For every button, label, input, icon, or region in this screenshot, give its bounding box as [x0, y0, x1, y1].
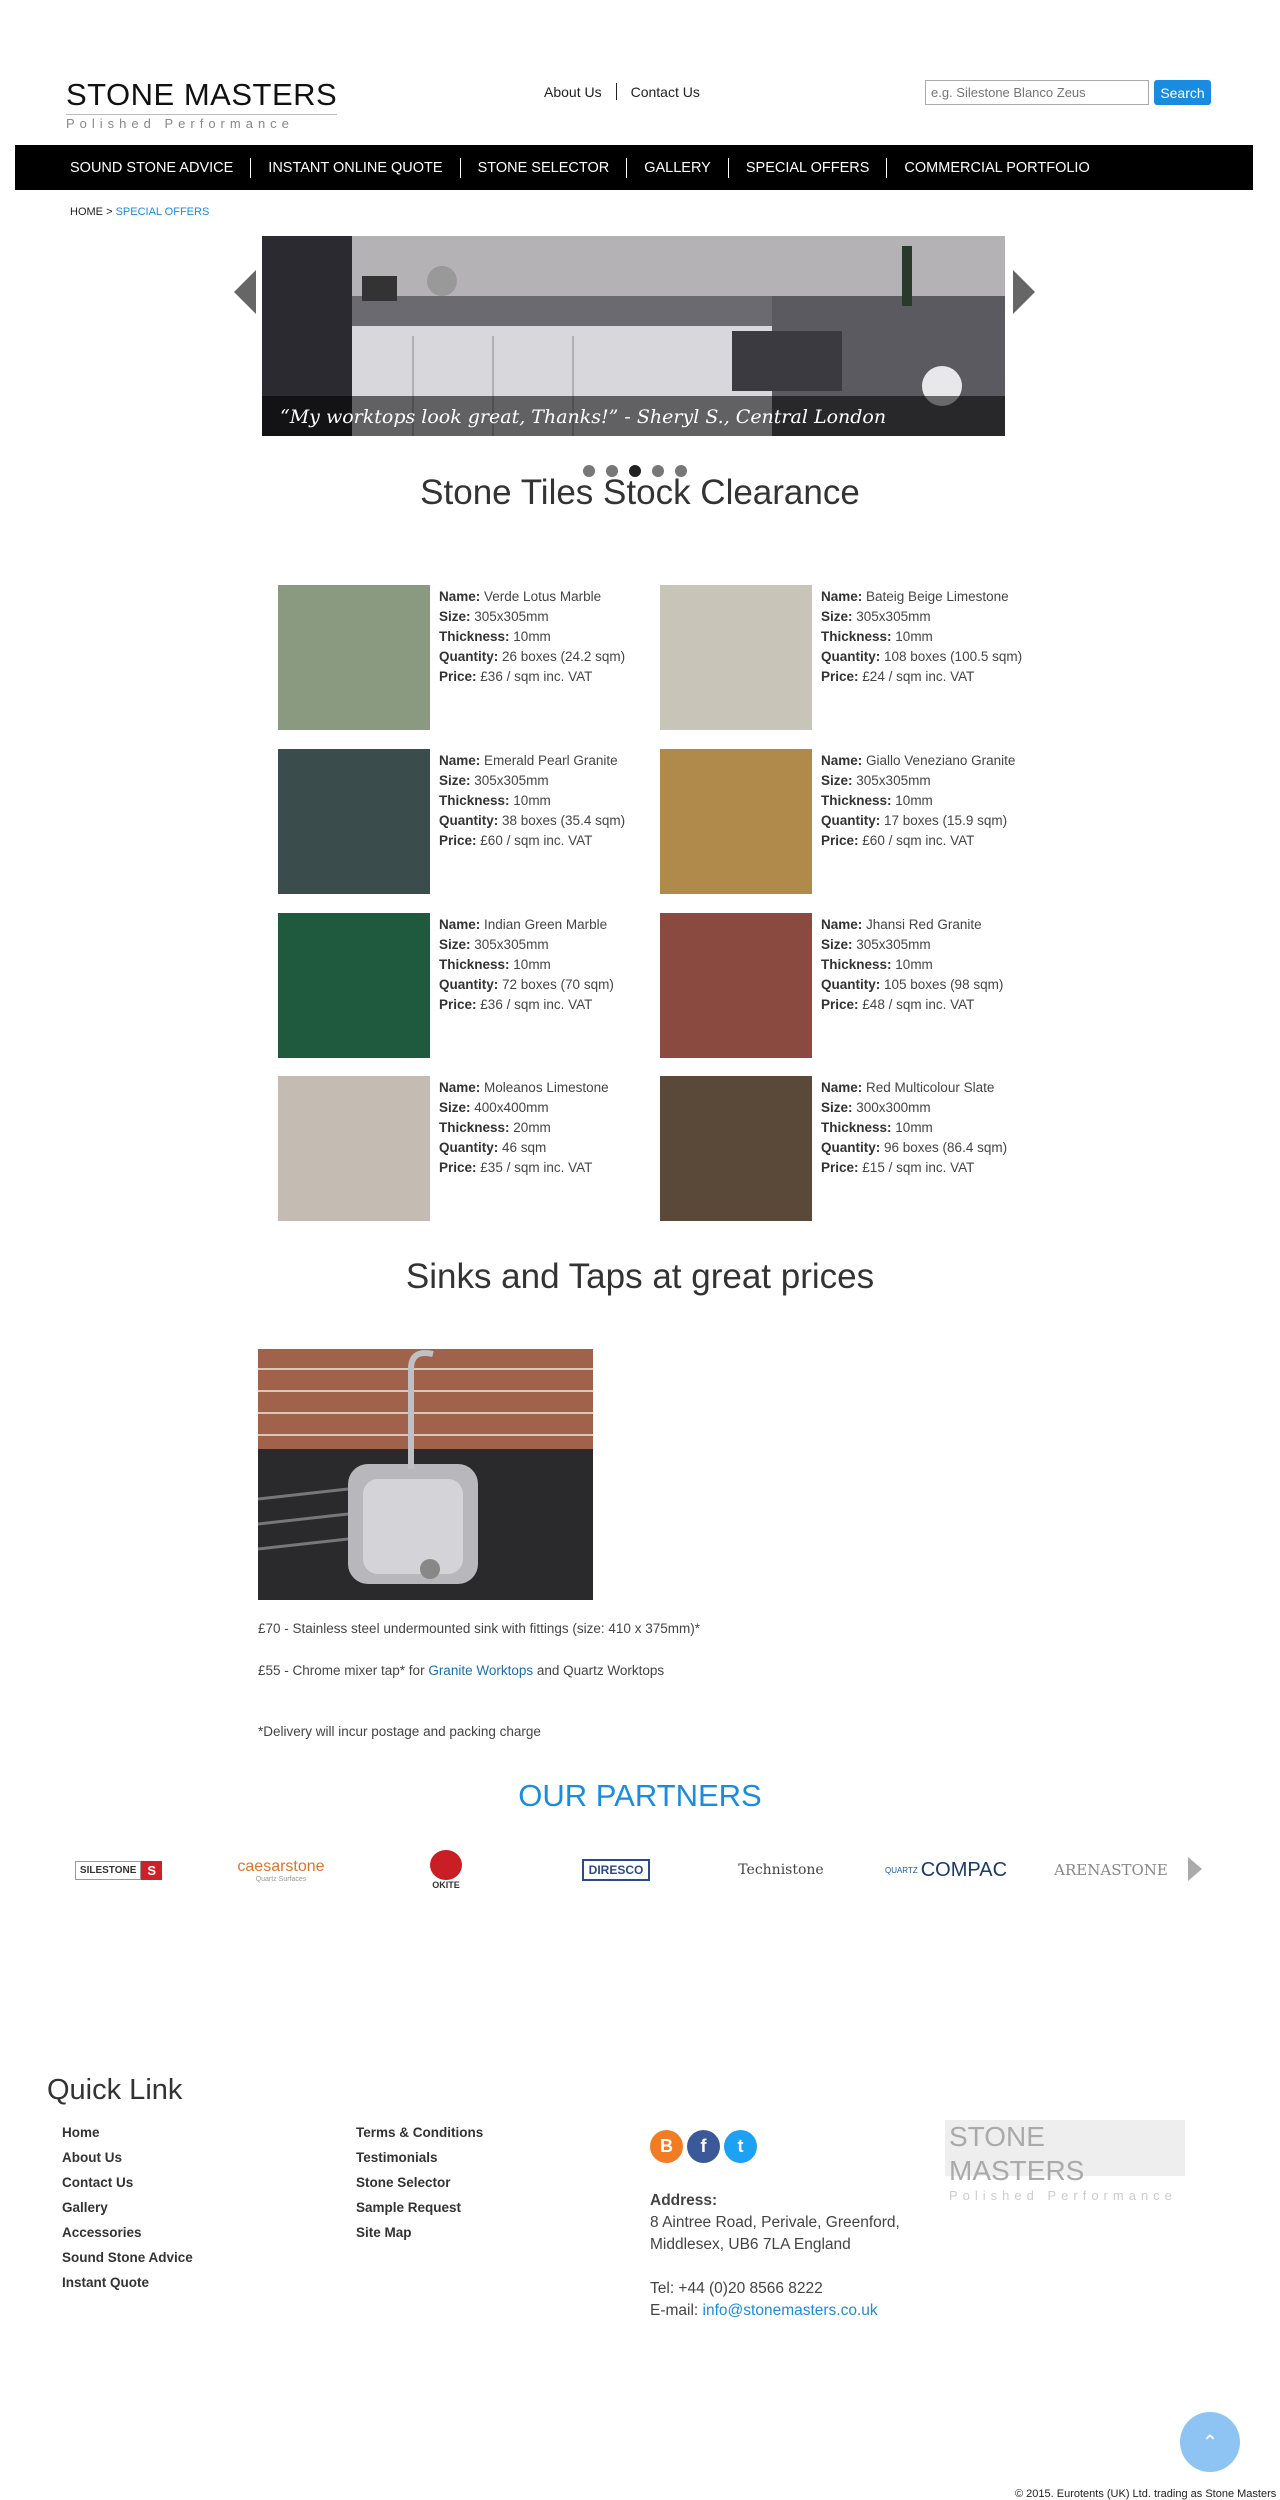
product-name: Bateig Beige Limestone — [866, 589, 1009, 604]
delivery-note: *Delivery will incur postage and packing charge — [258, 1724, 541, 1739]
about-us-link[interactable]: About Us — [544, 83, 602, 100]
product-quantity: 108 boxes (100.5 sqm) — [884, 649, 1023, 664]
nav-stone-selector[interactable]: STONE SELECTOR — [461, 158, 628, 178]
product-name: Verde Lotus Marble — [484, 589, 602, 604]
partner-okite[interactable]: OKITE — [421, 1850, 471, 1890]
product-size: 305x305mm — [474, 937, 549, 952]
product-info: Name: Jhansi Red Granite Size: 305x305mm Thickness: 10mm Quantity: 105 boxes (98 sqm) Price: £48 / sqm inc. VAT — [821, 917, 1004, 1012]
slider-next-icon[interactable] — [1013, 270, 1035, 314]
okite-logo-icon — [430, 1850, 462, 1880]
partner-compac[interactable]: QUARTZ COMPAC — [884, 1858, 1008, 1881]
footer-link-home[interactable]: Home — [62, 2125, 100, 2140]
product-card — [278, 585, 648, 730]
product-price: £24 / sqm inc. VAT — [862, 669, 975, 684]
search-input[interactable] — [925, 80, 1149, 105]
partners-carousel — [66, 1850, 1216, 1900]
product-thickness: 10mm — [895, 629, 933, 644]
product-quantity: 105 boxes (98 sqm) — [884, 977, 1004, 992]
quick-link-heading: Quick Link — [47, 2074, 183, 2106]
footer-link-stone-selector[interactable]: Stone Selector — [356, 2175, 451, 2190]
product-quantity: 96 boxes (86.4 sqm) — [884, 1140, 1008, 1155]
top-links — [544, 83, 700, 100]
product-thickness: 10mm — [895, 957, 933, 972]
partner-caesarstone[interactable]: caesarstone Quartz Surfaces — [237, 1857, 325, 1883]
footer-link-accessories[interactable]: Accessories — [62, 2225, 142, 2240]
product-price: £36 / sqm inc. VAT — [480, 669, 593, 684]
footer-logo-tagline: Polished Performance — [949, 2188, 1177, 2203]
product-name: Emerald Pearl Granite — [484, 753, 618, 768]
product-info: Name: Moleanos Limestone Size: 400x400mm Thickness: 20mm Quantity: 46 sqm Price: £35 / sqm inc. VAT — [439, 1080, 609, 1175]
product-card — [660, 749, 1030, 894]
product-card — [660, 913, 1030, 1058]
footer-links-col1 — [62, 2120, 193, 2295]
twitter-icon[interactable]: t — [724, 2130, 757, 2163]
footer-link-contact[interactable]: Contact Us — [62, 2175, 134, 2190]
product-quantity: 26 boxes (24.2 sqm) — [502, 649, 626, 664]
logo-tagline: Polished Performance — [66, 114, 337, 131]
breadcrumb-separator: > — [106, 206, 113, 218]
nav-commercial-portfolio[interactable]: COMMERCIAL PORTFOLIO — [904, 159, 1090, 176]
product-name: Jhansi Red Granite — [866, 917, 982, 932]
site-header — [0, 0, 1280, 145]
blogger-icon[interactable]: B — [650, 2130, 683, 2163]
product-size: 300x300mm — [856, 1100, 931, 1115]
footer-link-quote[interactable]: Instant Quote — [62, 2275, 149, 2290]
sink-price-text: £70 - Stainless steel undermounted sink with fittings (size: 410 x 375mm)* — [258, 1621, 700, 1636]
sink-photo[interactable] — [258, 1349, 593, 1600]
product-card — [660, 585, 1030, 730]
nav-sound-stone-advice[interactable]: SOUND STONE ADVICE — [70, 158, 251, 178]
back-to-top-button[interactable] — [1180, 2412, 1240, 2472]
footer-link-sample[interactable]: Sample Request — [356, 2200, 462, 2215]
footer-link-advice[interactable]: Sound Stone Advice — [62, 2250, 193, 2265]
product-name: Indian Green Marble — [484, 917, 608, 932]
tap-text-pre: £55 - Chrome mixer tap* for — [258, 1663, 429, 1678]
product-quantity: 72 boxes (70 sqm) — [502, 977, 614, 992]
product-size: 305x305mm — [474, 773, 549, 788]
product-card — [278, 1076, 648, 1221]
product-price: £36 / sqm inc. VAT — [480, 997, 593, 1012]
product-size: 305x305mm — [856, 609, 931, 624]
partner-arenastone[interactable]: ARENASTONE — [1054, 1861, 1168, 1879]
product-quantity: 38 boxes (35.4 sqm) — [502, 813, 626, 828]
product-info: Name: Giallo Veneziano Granite Size: 305x305mm Thickness: 10mm Quantity: 17 boxes (15.9 sqm) Price: £60 / sqm inc. VAT — [821, 753, 1016, 848]
product-price: £15 / sqm inc. VAT — [862, 1160, 975, 1175]
search-bar — [925, 80, 1211, 105]
nav-special-offers[interactable]: SPECIAL OFFERS — [729, 158, 888, 178]
logo-title: STONE MASTERS — [66, 77, 338, 112]
tap-text-post: and Quartz Worktops — [533, 1663, 665, 1678]
product-price: £48 / sqm inc. VAT — [862, 997, 975, 1012]
product-quantity: 46 sqm — [502, 1140, 547, 1155]
product-thickness: 10mm — [513, 793, 551, 808]
product-name: Moleanos Limestone — [484, 1080, 609, 1095]
product-swatch[interactable] — [278, 749, 430, 894]
chevron-up-icon: ⌃ — [1201, 2431, 1219, 2454]
product-size: 400x400mm — [474, 1100, 549, 1115]
address-line2: Middlesex, UB6 7LA England — [650, 2236, 851, 2253]
product-swatch[interactable] — [660, 913, 812, 1058]
product-price: £60 / sqm inc. VAT — [862, 833, 975, 848]
product-info: Name: Red Multicolour Slate Size: 300x300mm Thickness: 10mm Quantity: 96 boxes (86.4 sqm) Price: £15 / sqm inc. VAT — [821, 1080, 1008, 1175]
footer-link-gallery[interactable]: Gallery — [62, 2200, 108, 2215]
product-name: Red Multicolour Slate — [866, 1080, 995, 1095]
product-swatch[interactable] — [660, 585, 812, 730]
tiles-heading: Stone Tiles Stock Clearance — [420, 473, 860, 512]
partner-diresco[interactable]: DIRESCO — [576, 1850, 656, 1890]
product-swatch[interactable] — [278, 585, 430, 730]
product-price: £60 / sqm inc. VAT — [480, 833, 593, 848]
product-info: Name: Verde Lotus Marble Size: 305x305mm Thickness: 10mm Quantity: 26 boxes (24.2 sqm) Price: £36 / sqm inc. VAT — [439, 589, 626, 684]
product-price: £35 / sqm inc. VAT — [480, 1160, 593, 1175]
address-line1: 8 Aintree Road, Perivale, Greenford, — [650, 2214, 900, 2231]
telephone: Tel: +44 (0)20 8566 8222 — [650, 2280, 823, 2297]
facebook-icon[interactable]: f — [687, 2130, 720, 2163]
partners-next-icon[interactable] — [1188, 1857, 1202, 1881]
product-swatch[interactable] — [660, 749, 812, 894]
product-thickness: 10mm — [513, 957, 551, 972]
footer-links-col2 — [356, 2120, 483, 2245]
footer-link-terms[interactable]: Terms & Conditions — [356, 2125, 484, 2140]
footer-logo[interactable] — [945, 2120, 1185, 2203]
nav-gallery[interactable]: GALLERY — [627, 158, 729, 178]
product-thickness: 10mm — [895, 793, 933, 808]
product-info: Name: Bateig Beige Limestone Size: 305x305mm Thickness: 10mm Quantity: 108 boxes (100.5 sqm) Price: £24 / sqm inc. VAT — [821, 589, 1023, 684]
product-card — [278, 749, 648, 894]
product-card — [278, 913, 648, 1058]
contact-address — [650, 2190, 900, 2322]
hero-slider — [262, 236, 1005, 436]
product-name: Giallo Veneziano Granite — [866, 753, 1016, 768]
footer-link-sitemap[interactable]: Site Map — [356, 2225, 412, 2240]
slider-caption: “My worktops look great, Thanks!” - Sheryl S., Central London — [280, 406, 887, 428]
product-thickness: 20mm — [513, 1120, 551, 1135]
product-swatch[interactable] — [660, 1076, 812, 1221]
email-link[interactable]: info@stonemasters.co.uk — [702, 2302, 878, 2319]
partner-technistone[interactable]: Technistone — [738, 1862, 824, 1878]
footer-link-about[interactable]: About Us — [62, 2150, 122, 2165]
breadcrumb-home[interactable]: HOME — [70, 206, 103, 218]
product-quantity: 17 boxes (15.9 sqm) — [884, 813, 1008, 828]
product-info: Name: Indian Green Marble Size: 305x305mm Thickness: 10mm Quantity: 72 boxes (70 sqm) Price: £36 / sqm inc. VAT — [439, 917, 614, 1012]
contact-us-link[interactable]: Contact Us — [630, 83, 700, 100]
product-size: 305x305mm — [856, 937, 931, 952]
granite-worktops-link[interactable]: Granite Worktops — [428, 1663, 534, 1678]
copyright: © 2015. Eurotents (UK) Ltd. trading as Stone Masters — [1015, 2488, 1277, 2500]
product-size: 305x305mm — [856, 773, 931, 788]
main-nav — [15, 145, 1253, 190]
site-logo[interactable] — [66, 78, 337, 131]
address-label: Address: — [650, 2192, 718, 2209]
breadcrumb — [70, 206, 209, 218]
footer-logo-title: STONE MASTERS — [949, 2121, 1085, 2186]
search-button[interactable]: Search — [1154, 80, 1211, 105]
link-divider — [616, 83, 617, 100]
product-thickness: 10mm — [513, 629, 551, 644]
sinks-heading: Sinks and Taps at great prices — [405, 1257, 875, 1296]
product-size: 305x305mm — [474, 609, 549, 624]
slider-prev-icon[interactable] — [234, 270, 256, 314]
product-swatch[interactable] — [278, 913, 430, 1058]
product-swatch[interactable] — [278, 1076, 430, 1221]
breadcrumb-current: SPECIAL OFFERS — [115, 206, 210, 218]
footer-link-testimonials[interactable]: Testimonials — [356, 2150, 438, 2165]
partner-silestone[interactable]: SILESTONE S — [66, 1850, 171, 1890]
social-links — [650, 2130, 757, 2163]
email-label: E-mail: — [650, 2302, 703, 2319]
nav-instant-online-quote[interactable]: INSTANT ONLINE QUOTE — [251, 158, 460, 178]
product-card — [660, 1076, 1030, 1221]
tap-price-text — [258, 1663, 664, 1678]
product-info: Name: Emerald Pearl Granite Size: 305x305mm Thickness: 10mm Quantity: 38 boxes (35.4 sqm) Price: £60 / sqm inc. VAT — [439, 753, 626, 848]
product-thickness: 10mm — [895, 1120, 933, 1135]
partners-heading: OUR PARTNERS — [518, 1778, 762, 1813]
